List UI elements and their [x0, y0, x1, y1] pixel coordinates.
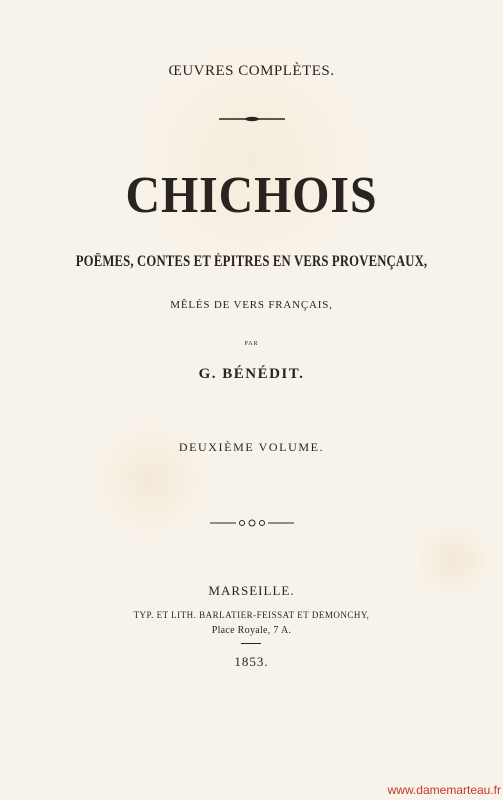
book-subtitle: POËMES, CONTES ET ÉPITRES EN VERS PROVENÇAUX,	[75, 253, 428, 270]
short-rule	[241, 643, 261, 644]
ornament-scroll-icon	[208, 518, 296, 528]
ornament-rule-icon	[217, 115, 287, 123]
author-name: G. BÉNÉDIT.	[198, 366, 305, 382]
volume-label: DEUXIÈME VOLUME.	[178, 440, 325, 454]
ornament-top	[0, 110, 503, 128]
publication-city: MARSEILLE.	[208, 583, 295, 598]
watermark-link[interactable]: www.damemarteau.fr	[387, 783, 501, 797]
printer-address: Place Royale, 7 A.	[211, 625, 292, 636]
book-title: CHICHOIS	[125, 167, 378, 224]
series-line: ŒUVRES COMPLÈTES.	[168, 63, 335, 79]
by-label: PAR	[244, 341, 259, 347]
publication-year: 1853.	[234, 654, 269, 669]
book-subtitle-2: MÊLÉS DE VERS FRANÇAIS,	[170, 299, 333, 311]
printer-line: TYP. ET LITH. BARLATIER-FEISSAT ET DEMONCHY,	[133, 610, 370, 620]
ornament-middle	[0, 515, 503, 533]
